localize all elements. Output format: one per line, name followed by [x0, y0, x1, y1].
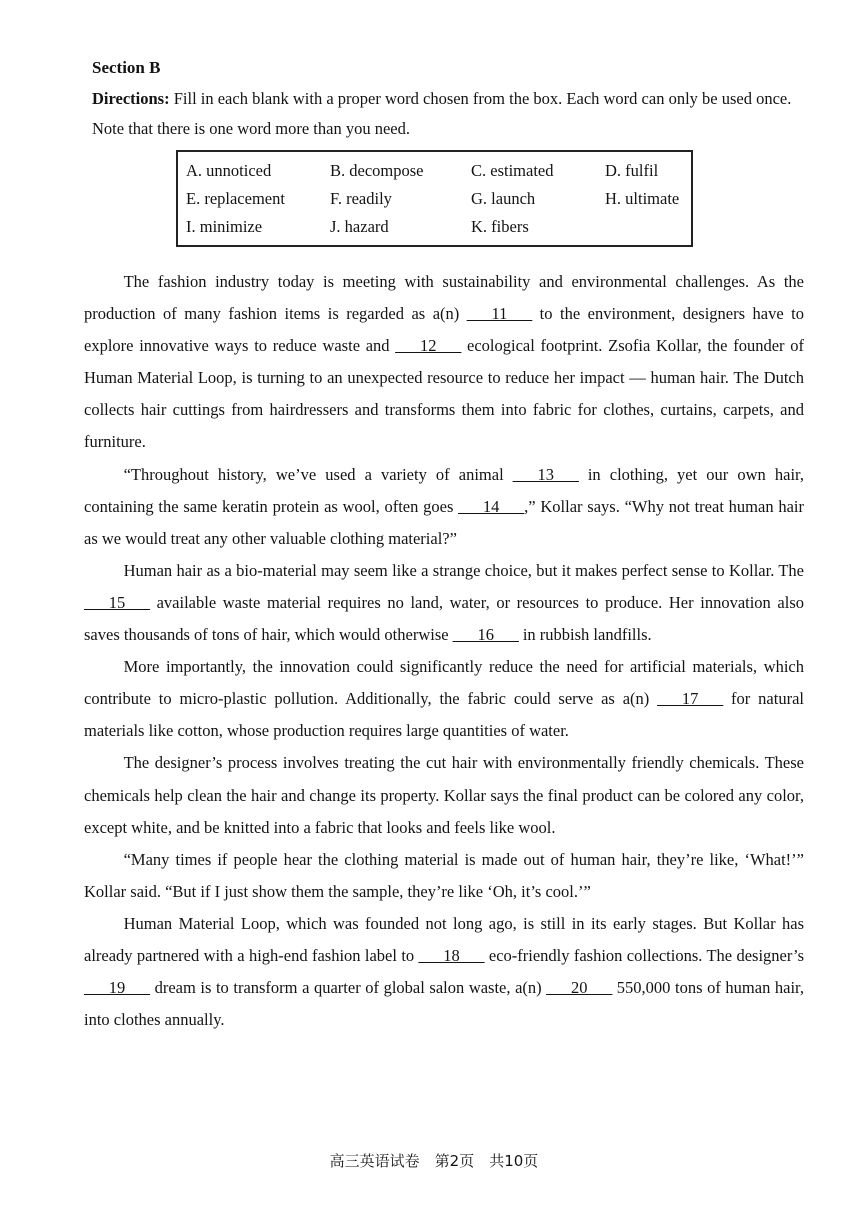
word-option: F. readily [330, 189, 392, 208]
passage-text: for natural materials like cotton, whose production requires large quantities of water. [84, 689, 804, 741]
passage-text: More importantly, the innovation could significantly reduce the need for artificial materials, which contribute to micro-plastic pollution. Additionally, the fabric could serve as a(n) [84, 657, 804, 709]
word-option: C. estimated [471, 161, 554, 180]
paragraph-5: The designer’s process involves treating the cut hair with environmentally friendly chemicals. These chemicals help clean the hair and change its property. Kollar says the final product can be colored any color, except white, and be knitted into a fabric that looks and feels like wool. [84, 753, 804, 837]
blank-14: ___14___ [458, 496, 525, 516]
passage-text: “Throughout history, we’ve used a variety of animal [123, 464, 513, 484]
blank-20: ___20___ [546, 978, 613, 998]
passage-text: in clothing, yet our own hair, containing the same keratin protein as wool, often goes [84, 464, 804, 516]
word-option: D. fulfil [605, 161, 659, 180]
paragraph-7 [84, 908, 804, 1036]
word-option: K. fibers [471, 217, 529, 236]
passage-text: Human Material Loop, which was founded not long ago, is still in its early stages. But Kollar has already partnered with a high-end fashion label to [84, 913, 804, 965]
passage-text: ,” Kollar says. “Why not treat human hair as we would treat any other valuable clothing material?” [84, 496, 804, 548]
blank-16: ___16___ [452, 625, 519, 645]
directions-text: Fill in each blank with a proper word chosen from the box. Each word can only be used once. Note that there is one word more than you need. [92, 89, 792, 138]
passage-text: eco-friendly fashion collections. The designer’s [484, 945, 804, 965]
blank-11: ___11___ [466, 304, 533, 324]
directions-label: Directions: [92, 89, 170, 108]
paragraph-6: “Many times if people hear the clothing material is made out of human hair, they’re like, ‘What!’” Kollar said. “But if I just show them the sample, they’re like ‘Oh, it’s cool.’” [84, 849, 804, 901]
paragraph-4 [84, 651, 804, 747]
blank-18: ___18___ [418, 945, 485, 965]
passage-text: The fashion industry today is meeting with sustainability and environmental challenges. As the production of many fashion items is regarded as a(n) [84, 272, 804, 324]
blank-13: ___13___ [512, 464, 579, 484]
word-option: I. minimize [186, 217, 263, 236]
passage-text: dream is to transform a quarter of global salon waste, a(n) [150, 978, 547, 998]
passage-text: ecological footprint. Zsofia Kollar, the founder of Human Material Loop, is turning to an unexpected resource to reduce her impact — human hair. The Dutch collects hair cuttings from hairdressers and transforms them into fabric for clothes, curtains, carpets, and furniture. [84, 336, 804, 452]
word-option: H. ultimate [605, 189, 680, 208]
word-box [176, 150, 693, 247]
word-option: B. decompose [330, 161, 424, 180]
passage-text: to the environment, designers have to explore innovative ways to reduce waste and [84, 304, 805, 356]
page-footer: 高三英语试卷 第2页 共10页 [329, 1152, 539, 1170]
word-option: G. launch [471, 189, 536, 208]
paragraph-3 [84, 555, 804, 651]
blank-19: ___19___ [84, 978, 150, 998]
directions [92, 84, 792, 144]
word-option: E. replacement [186, 189, 285, 208]
word-option: A. unnoticed [186, 161, 272, 180]
passage-text: Human hair as a bio-material may seem like a strange choice, but it makes perfect sense to Kollar. The [123, 560, 804, 580]
blank-15: ___15___ [84, 592, 150, 612]
section-title: Section B [92, 58, 161, 77]
paragraph-2 [84, 459, 804, 555]
passage-text: in rubbish landfills. [518, 625, 652, 645]
passage-text: 550,000 tons of human hair, into clothes annually. [84, 978, 805, 1030]
blank-12: ___12___ [395, 336, 462, 356]
paragraph-1 [84, 266, 804, 459]
word-option: J. hazard [330, 217, 389, 236]
passage-text: available waste material requires no land, water, or resources to produce. Her innovation also saves thousands of tons of hair, which would otherwise [84, 592, 804, 645]
passage [84, 266, 804, 1036]
blank-17: ___17___ [657, 689, 724, 709]
